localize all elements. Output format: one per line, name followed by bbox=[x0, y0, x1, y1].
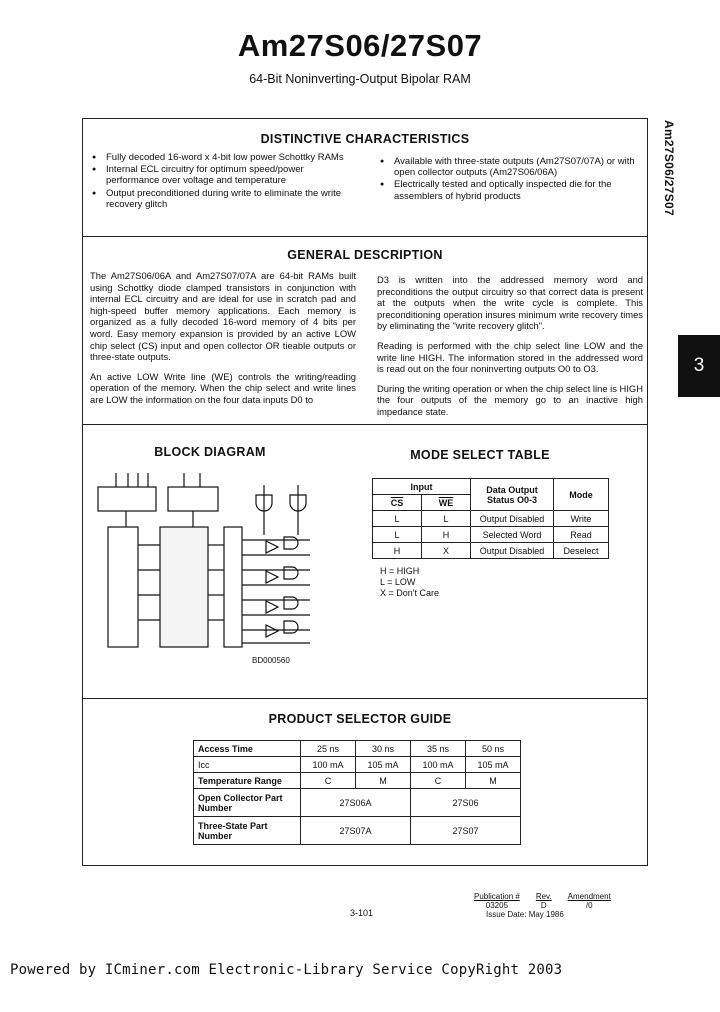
distinctive-right-list bbox=[380, 156, 642, 203]
paragraph: D3 is written into the addressed memory word and preconditions the output circuitry so that correct data is present at the outputs when the write cycle is complete. This preconditioning operation insures minimum write recovery times by eliminating the "write recovery glitch". bbox=[377, 274, 643, 332]
table-header-cell: $\overline{CS}$ bbox=[373, 495, 422, 511]
mode-table-heading: MODE SELECT TABLE bbox=[410, 448, 550, 462]
memory-array-block bbox=[160, 527, 208, 647]
table-cell: H bbox=[373, 543, 422, 559]
table-cell: C bbox=[411, 773, 466, 789]
general-heading: GENERAL DESCRIPTION bbox=[287, 248, 443, 262]
table-cell: 100 mA bbox=[301, 757, 356, 773]
table-cell: C bbox=[301, 773, 356, 789]
mode-select-table bbox=[372, 478, 609, 559]
table-cell: Read bbox=[554, 527, 609, 543]
table-cell: 27S07A bbox=[301, 817, 411, 845]
legend-item: H = HIGH bbox=[380, 566, 420, 576]
table-header-cell: Input bbox=[373, 479, 471, 495]
table-cell: 27S06 bbox=[411, 789, 521, 817]
row-decoder-block bbox=[168, 487, 218, 511]
block-diagram-heading: BLOCK DIAGRAM bbox=[154, 445, 266, 459]
list-item: ● Output preconditioned during write to eliminate the write recovery glitch bbox=[92, 188, 350, 210]
table-cell: L bbox=[373, 527, 422, 543]
table-cell: Write bbox=[554, 511, 609, 527]
table-cell: Deselect bbox=[554, 543, 609, 559]
side-title: Am27S06/27S07 bbox=[662, 120, 676, 216]
general-left-column bbox=[90, 270, 356, 414]
footer-text: Powered by ICminer.com Electronic-Library Service CopyRight 2003 bbox=[10, 962, 563, 978]
pub-value: /0 bbox=[585, 901, 593, 910]
list-item: ● Electrically tested and optically inspected die for the assemblers of hybrid products bbox=[380, 179, 642, 201]
divider bbox=[82, 698, 648, 699]
paragraph: An active LOW Write line (WE) controls the writing/reading operation of the memory. When the chip select and write lines are LOW the information on the four data inputs D0 to bbox=[90, 370, 356, 405]
row-header: Icc bbox=[194, 757, 301, 773]
list-item: ● Fully decoded 16-word x 4-bit low power Schottky RAMs bbox=[92, 152, 350, 163]
list-item: ● Internal ECL circuitry for optimum speed/power performance over voltage and temperature bbox=[92, 164, 350, 186]
pub-header: Rev. bbox=[535, 892, 552, 901]
table-cell: Output Disabled bbox=[471, 543, 554, 559]
pub-header: Publication # bbox=[474, 892, 520, 901]
issue-date: Issue Date: May 1986 bbox=[486, 910, 564, 919]
table-row bbox=[373, 527, 609, 543]
table-row bbox=[373, 479, 609, 495]
table-cell: L bbox=[422, 511, 471, 527]
table-row bbox=[373, 543, 609, 559]
table-cell: L bbox=[373, 511, 422, 527]
diagram-id: BD000560 bbox=[252, 656, 290, 665]
paragraph: During the writing operation or when the chip select line is HIGH the four outputs of the memory go to an inactive high impedance state. bbox=[377, 382, 643, 417]
table-cell: 27S06A bbox=[301, 789, 411, 817]
table-row bbox=[194, 789, 521, 817]
table-cell: 30 ns bbox=[356, 741, 411, 757]
block-diagram bbox=[88, 465, 328, 655]
table-cell: 35 ns bbox=[411, 741, 466, 757]
table-row bbox=[373, 511, 609, 527]
section-tab: 3 bbox=[678, 335, 720, 397]
table-header-cell: $\overline{WE}$ bbox=[422, 495, 471, 511]
pub-value: 03205 bbox=[485, 901, 509, 910]
distinctive-left-list bbox=[92, 152, 350, 211]
column-decoder-block bbox=[98, 487, 156, 511]
page-subtitle: 64-Bit Noninverting-Output Bipolar RAM bbox=[249, 72, 471, 86]
page-title: Am27S06/27S07 bbox=[237, 28, 483, 63]
address-bus bbox=[108, 527, 138, 647]
table-cell: X bbox=[422, 543, 471, 559]
table-header-cell: Data Output Status O0-3 bbox=[471, 479, 554, 511]
table-row bbox=[194, 773, 521, 789]
selector-heading: PRODUCT SELECTOR GUIDE bbox=[268, 712, 452, 726]
row-header: Three-State Part Number bbox=[194, 817, 301, 845]
table-row bbox=[466, 910, 619, 919]
legend-item: X = Don't Care bbox=[380, 588, 439, 598]
table-cell: 100 mA bbox=[411, 757, 466, 773]
paragraph: The Am27S06/06A and Am27S07/07A are 64-bit RAMs built using Schottky diode clamped transistors in conjunction with internal ECL circuitry and are ideal for use in scratch pad and high-speed buffer memory applications. Each memory is organized as a fully decoded 16-word memory of 4 bits per word. Easy memory expansion is provided by an active LOW chip select (CS) input and open collector OR tieable outputs or three-state outputs. bbox=[90, 270, 356, 363]
product-selector-table bbox=[193, 740, 521, 845]
table-cell: 27S07 bbox=[411, 817, 521, 845]
table-cell: 50 ns bbox=[466, 741, 521, 757]
table-cell: M bbox=[466, 773, 521, 789]
row-header: Access Time bbox=[194, 741, 301, 757]
page-number: 3-101 bbox=[350, 908, 374, 918]
table-cell: Output Disabled bbox=[471, 511, 554, 527]
table-cell: 105 mA bbox=[466, 757, 521, 773]
general-right-column bbox=[377, 274, 643, 426]
table-cell: Selected Word bbox=[471, 527, 554, 543]
pub-value: D bbox=[540, 901, 547, 910]
divider bbox=[82, 236, 648, 237]
pub-header: Amendment bbox=[567, 892, 611, 901]
row-header: Temperature Range bbox=[194, 773, 301, 789]
table-cell: 25 ns bbox=[301, 741, 356, 757]
legend-item: L = LOW bbox=[380, 577, 416, 587]
paragraph: Reading is performed with the chip select line LOW and the write line HIGH. The information stored in the addressed word is read out on the four noninverting outputs O0 to O3. bbox=[377, 339, 643, 375]
table-header-cell: Mode bbox=[554, 479, 609, 511]
table-cell: H bbox=[422, 527, 471, 543]
list-item: ● Available with three-state outputs (Am27S07/07A) or with open collector outputs (Am27S06/06A) bbox=[380, 156, 642, 178]
table-cell: M bbox=[356, 773, 411, 789]
table-row bbox=[194, 757, 521, 773]
sense-write-block bbox=[224, 527, 242, 647]
table-cell: 105 mA bbox=[356, 757, 411, 773]
table-row bbox=[466, 892, 619, 901]
row-header: Open Collector Part Number bbox=[194, 789, 301, 817]
table-row bbox=[194, 817, 521, 845]
distinctive-heading: DISTINCTIVE CHARACTERISTICS bbox=[260, 132, 470, 146]
publication-info bbox=[466, 892, 619, 919]
table-row bbox=[466, 901, 619, 910]
table-row bbox=[194, 741, 521, 757]
